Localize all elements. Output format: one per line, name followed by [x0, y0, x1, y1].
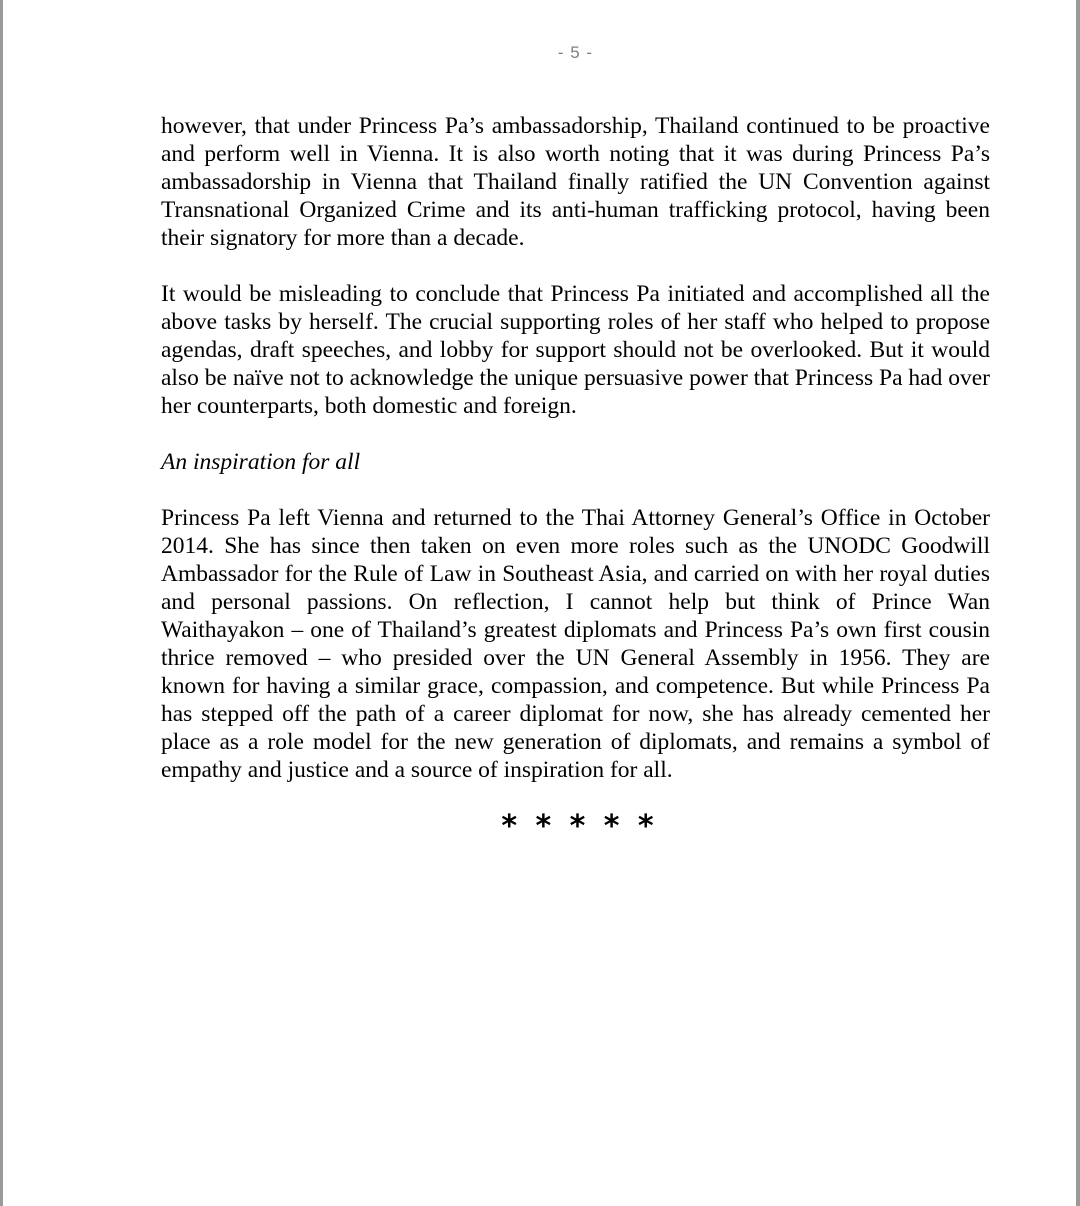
paragraph-supporting-roles: It would be misleading to conclude that Princess Pa initiated and accomplished all the above tasks by herself. The crucial supporting roles of her staff who helped to propose agendas, draft speeches, and lobby for support should not be overlooked. But it would also be naïve not to acknowledge the unique persuasive power that Princess Pa had over her counterparts, both domestic and foreign.: [161, 281, 990, 419]
section-heading: An inspiration for all: [161, 449, 361, 475]
document-body: [161, 112, 990, 842]
paragraph-ambassadorship: however, that under Princess Pa’s ambassadorship, Thailand continued to be proactive and perform well in Vienna. It is also worth noting that it was during Princess Pa’s ambassadorship in Vienna that Thailand finally ratified the UN Convention against Transnational Organized Crime and its anti-human trafficking protocol, having been their signatory for more than a decade.: [161, 113, 990, 251]
section-separator: * * * * *: [501, 809, 654, 844]
paragraph-inspiration: Princess Pa left Vienna and returned to the Thai Attorney General’s Office in October 2014. She has since then taken on even more roles such as the UNODC Goodwill Ambassador for the Rule of Law in Southeast Asia, and carried on with her royal duties and personal passions. On reflection, I cannot help but think of Prince Wan Waithayakon – one of Thailand’s greatest diplomats and Princess Pa’s own first cousin thrice removed – who presided over the UN General Assembly in 1956. They are known for having a similar grace, compassion, and competence. But while Princess Pa has stepped off the path of a career diplomat for now, she has already cemented her place as a role model for the new generation of diplomats, and remains a symbol of empathy and justice and a source of inspiration for all.: [161, 505, 990, 783]
page-number: - 5 -: [557, 43, 594, 62]
